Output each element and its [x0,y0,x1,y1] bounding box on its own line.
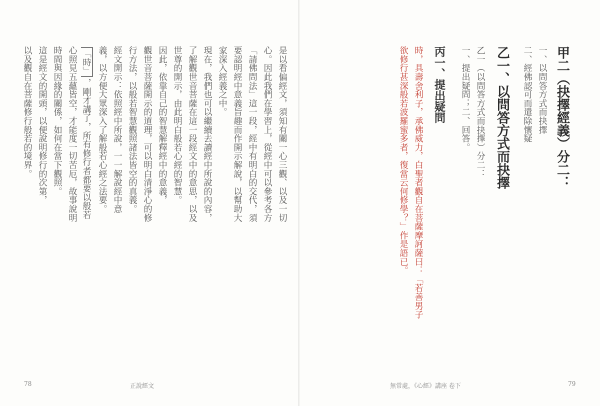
page-number: 79 [568,381,576,388]
text-column: 心照見五蘊皆空，才能度一切苦厄，故事說明 [67,46,77,222]
outline-item: 一、以問答方式而抉擇 [537,46,547,134]
text-column: 這是經文的開頭，以便說明修行的次第， [37,46,47,205]
text-column: 世尊的開示，由此明白般若心經的智慧。 [172,46,182,205]
outline-item: 一、提出疑問；二、回答。 [460,46,470,152]
text-column: 家深入經義之中。 [217,46,227,117]
text-column: 「請佛問法」這一段，經中有明白的交代，須 [247,46,257,222]
footer-title: 正說經文 [130,383,155,390]
text-column: 行方法，以般若智慧觀照諸法皆空的真義。 [127,46,137,214]
text-column-with-box [81,46,93,366]
section-heading: 甲二（抉擇經義）分二： [554,46,569,189]
page-number: 78 [24,381,32,388]
section-heading: 丙一、提出疑問 [433,46,446,123]
outline-item: 二、經佛認可而遣除懷疑 [522,46,532,143]
text-column: 經文開示：依照經中所說，一一解說經中意 [112,46,122,214]
boxed-term: 「時」 [81,49,91,76]
text-column: 心。因此我們在學習上，從經中可以參考各方 [262,46,272,222]
text-column: 時間與因緣的關係，如何在當下觀照。 [52,46,62,196]
text-column: 觀世音菩薩開示的道理，可以明白清淨心的修 [142,46,152,222]
text-column: 要認明經中意義旨趣而作開示解說，以幫助大 [232,46,242,222]
text-column: 以及觀自在菩薩修行般若的境界。 [22,46,32,178]
text-column: 因此，依靠自己的智慧解釋經中的意義， [157,46,167,205]
text-column: 現在，我們也可以繼續去讀經中所說的內容， [202,46,212,222]
text-column: 是以看偏經文，須知有關一心三觀、以及一切 [277,46,287,222]
text-column: 義，以方便大眾深入了解般若心經之法要。 [97,46,107,214]
text-run: ，剛才講了，所有修行者都要以般若 [81,78,91,220]
text-column: 了解觀世音菩薩在這一段經文中的意思，以及 [187,46,197,222]
sutra-quote: 時，具壽舍利子，承佛威力，白聖者觀自在菩薩摩訶薩曰：「若善男子 [413,46,423,319]
sutra-quote: 欲修行甚深般若波羅蜜多者，復當云何修學？」作是語已。 [398,46,408,275]
section-heading: 乙一、以問答方式而抉擇 [494,46,509,189]
footer-title: 無常處，《心經》講座 卷下 [390,383,461,390]
right-page [300,0,600,406]
outline-item: 乙一（以問答方式而抉擇）分二： [475,46,485,178]
